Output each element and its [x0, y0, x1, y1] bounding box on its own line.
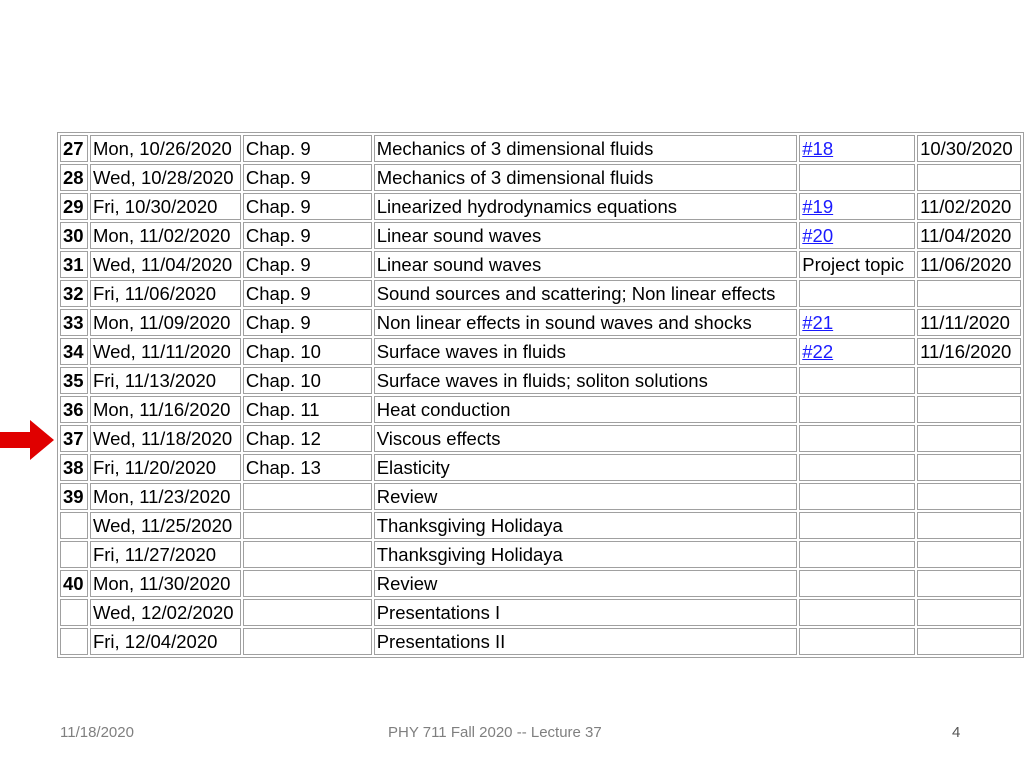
table-row [60, 338, 1021, 365]
homework-cell [799, 396, 915, 423]
footer-page-number: 4 [952, 724, 961, 741]
date-cell: Fri, 11/06/2020 [90, 280, 241, 307]
date-cell: Wed, 11/25/2020 [90, 512, 241, 539]
chapter-cell: Chap. 9 [243, 222, 372, 249]
topic-cell: Review [374, 570, 798, 597]
due-date-cell [917, 512, 1021, 539]
due-date-cell: 10/30/2020 [917, 135, 1021, 162]
date-cell: Fri, 11/20/2020 [90, 454, 241, 481]
topic-cell: Review [374, 483, 798, 510]
topic-cell: Viscous effects [374, 425, 798, 452]
homework-cell [799, 309, 915, 336]
chapter-cell: Chap. 10 [243, 338, 372, 365]
due-date-cell [917, 164, 1021, 191]
table-row [60, 280, 1021, 307]
topic-cell: Linear sound waves [374, 222, 798, 249]
table-row [60, 570, 1021, 597]
chapter-cell: Chap. 13 [243, 454, 372, 481]
lecture-number-cell: 37 [60, 425, 88, 452]
footer-title: PHY 711 Fall 2020 -- Lecture 37 [388, 724, 602, 741]
lecture-number-cell: 29 [60, 193, 88, 220]
lecture-number-cell: 36 [60, 396, 88, 423]
table-row [60, 425, 1021, 452]
chapter-cell: Chap. 9 [243, 164, 372, 191]
table-row [60, 135, 1021, 162]
topic-cell: Linearized hydrodynamics equations [374, 193, 798, 220]
lecture-number-cell: 28 [60, 164, 88, 191]
date-cell: Wed, 11/18/2020 [90, 425, 241, 452]
chapter-cell [243, 599, 372, 626]
footer-date: 11/18/2020 [60, 724, 134, 741]
date-cell: Wed, 11/04/2020 [90, 251, 241, 278]
due-date-cell: 11/11/2020 [917, 309, 1021, 336]
chapter-cell: Chap. 9 [243, 135, 372, 162]
date-cell: Fri, 11/13/2020 [90, 367, 241, 394]
lecture-number-cell: 32 [60, 280, 88, 307]
table-row [60, 599, 1021, 626]
chapter-cell [243, 483, 372, 510]
date-cell: Wed, 12/02/2020 [90, 599, 241, 626]
homework-link[interactable]: #20 [802, 225, 834, 246]
topic-cell: Presentations I [374, 599, 798, 626]
due-date-cell: 11/16/2020 [917, 338, 1021, 365]
chapter-cell: Chap. 10 [243, 367, 372, 394]
homework-cell: Project topic [799, 251, 915, 278]
lecture-number-cell: 35 [60, 367, 88, 394]
table-row [60, 309, 1021, 336]
date-cell: Wed, 11/11/2020 [90, 338, 241, 365]
chapter-cell: Chap. 9 [243, 280, 372, 307]
topic-cell: Elasticity [374, 454, 798, 481]
topic-cell: Linear sound waves [374, 251, 798, 278]
topic-cell: Thanksgiving Holidaya [374, 512, 798, 539]
topic-cell: Sound sources and scattering; Non linear effects [374, 280, 798, 307]
lecture-number-cell [60, 599, 88, 626]
table-row [60, 541, 1021, 568]
date-cell: Mon, 11/09/2020 [90, 309, 241, 336]
lecture-number-cell [60, 541, 88, 568]
homework-cell [799, 367, 915, 394]
lecture-number-cell: 33 [60, 309, 88, 336]
chapter-cell: Chap. 12 [243, 425, 372, 452]
table-row [60, 628, 1021, 655]
lecture-number-cell: 39 [60, 483, 88, 510]
lecture-number-cell [60, 628, 88, 655]
homework-cell [799, 570, 915, 597]
due-date-cell: 11/02/2020 [917, 193, 1021, 220]
due-date-cell [917, 628, 1021, 655]
date-cell: Fri, 12/04/2020 [90, 628, 241, 655]
chapter-cell [243, 512, 372, 539]
table-row [60, 367, 1021, 394]
homework-cell [799, 454, 915, 481]
homework-cell [799, 541, 915, 568]
homework-cell [799, 628, 915, 655]
table-row [60, 164, 1021, 191]
homework-link[interactable]: #19 [802, 196, 834, 217]
topic-cell: Surface waves in fluids; soliton solutions [374, 367, 798, 394]
due-date-cell: 11/04/2020 [917, 222, 1021, 249]
chapter-cell [243, 570, 372, 597]
due-date-cell [917, 483, 1021, 510]
table-row [60, 222, 1021, 249]
chapter-cell [243, 628, 372, 655]
homework-cell [799, 338, 915, 365]
homework-cell [799, 599, 915, 626]
date-cell: Mon, 11/30/2020 [90, 570, 241, 597]
lecture-number-cell: 40 [60, 570, 88, 597]
table-row [60, 396, 1021, 423]
homework-cell [799, 222, 915, 249]
due-date-cell [917, 454, 1021, 481]
chapter-cell: Chap. 11 [243, 396, 372, 423]
right-arrow-icon [0, 420, 54, 460]
table-row [60, 193, 1021, 220]
date-cell: Fri, 10/30/2020 [90, 193, 241, 220]
date-cell: Mon, 11/23/2020 [90, 483, 241, 510]
homework-cell [799, 193, 915, 220]
homework-cell [799, 164, 915, 191]
topic-cell: Thanksgiving Holidaya [374, 541, 798, 568]
table-row [60, 251, 1021, 278]
homework-link[interactable]: #22 [802, 341, 834, 362]
due-date-cell [917, 541, 1021, 568]
due-date-cell [917, 570, 1021, 597]
homework-cell [799, 512, 915, 539]
schedule-table [57, 132, 1024, 658]
lecture-number-cell [60, 512, 88, 539]
homework-cell [799, 425, 915, 452]
chapter-cell [243, 541, 372, 568]
schedule-body [60, 135, 1021, 655]
homework-cell [799, 483, 915, 510]
date-cell: Mon, 10/26/2020 [90, 135, 241, 162]
topic-cell: Mechanics of 3 dimensional fluids [374, 135, 798, 162]
lecture-number-cell: 31 [60, 251, 88, 278]
homework-link[interactable]: #21 [802, 312, 834, 333]
chapter-cell: Chap. 9 [243, 309, 372, 336]
due-date-cell [917, 367, 1021, 394]
chapter-cell: Chap. 9 [243, 251, 372, 278]
date-cell: Mon, 11/02/2020 [90, 222, 241, 249]
date-cell: Fri, 11/27/2020 [90, 541, 241, 568]
topic-cell: Non linear effects in sound waves and shocks [374, 309, 798, 336]
table-row [60, 512, 1021, 539]
lecture-number-cell: 38 [60, 454, 88, 481]
date-cell: Wed, 10/28/2020 [90, 164, 241, 191]
topic-cell: Presentations II [374, 628, 798, 655]
lecture-number-cell: 27 [60, 135, 88, 162]
due-date-cell [917, 280, 1021, 307]
homework-cell [799, 135, 915, 162]
date-cell: Mon, 11/16/2020 [90, 396, 241, 423]
lecture-number-cell: 30 [60, 222, 88, 249]
due-date-cell: 11/06/2020 [917, 251, 1021, 278]
due-date-cell [917, 396, 1021, 423]
lecture-number-cell: 34 [60, 338, 88, 365]
topic-cell: Surface waves in fluids [374, 338, 798, 365]
topic-cell: Heat conduction [374, 396, 798, 423]
chapter-cell: Chap. 9 [243, 193, 372, 220]
due-date-cell [917, 425, 1021, 452]
due-date-cell [917, 599, 1021, 626]
table-row [60, 454, 1021, 481]
topic-cell: Mechanics of 3 dimensional fluids [374, 164, 798, 191]
homework-cell [799, 280, 915, 307]
homework-link[interactable]: #18 [802, 138, 834, 159]
table-row [60, 483, 1021, 510]
